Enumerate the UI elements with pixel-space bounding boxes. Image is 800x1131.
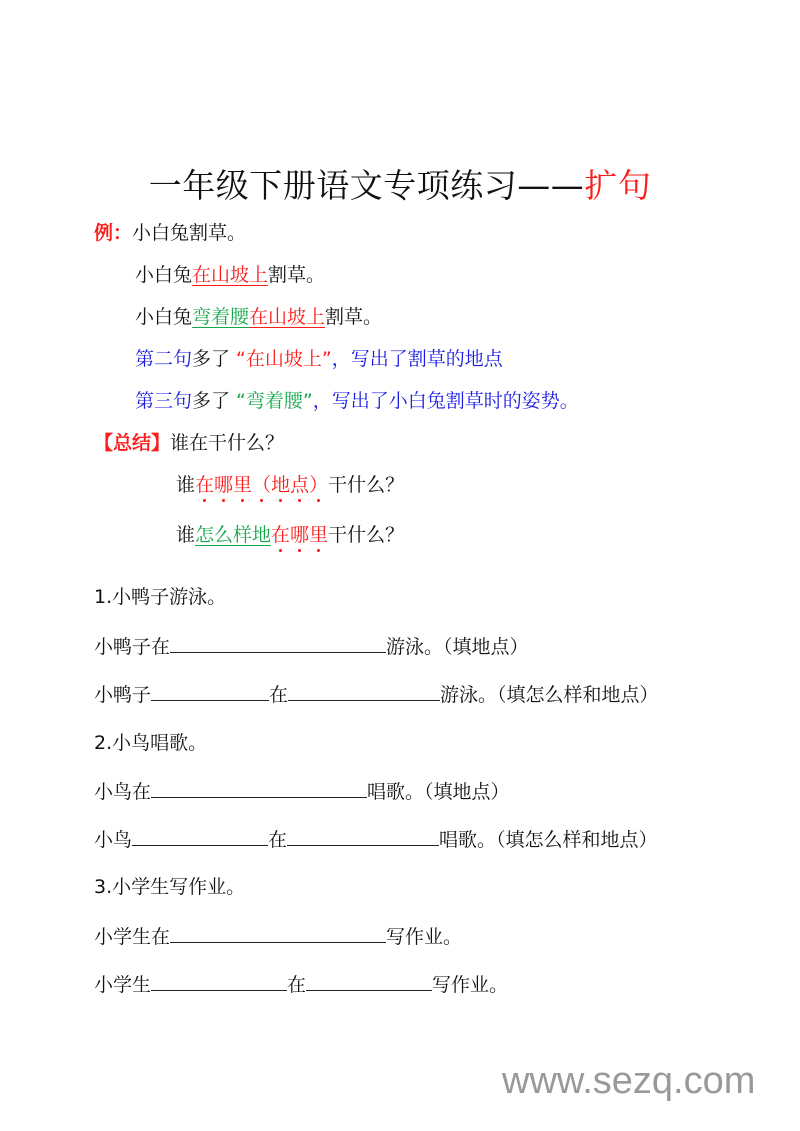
fill-blank[interactable] [170, 922, 386, 943]
summary-pattern-3: 谁怎么样地在哪里干什么？ [176, 524, 405, 546]
exercise-3-heading: 3.小学生写作业。 [94, 876, 246, 898]
location-phrase: 在山坡上 [249, 306, 326, 328]
manner-phrase: 怎么样地 [195, 524, 272, 546]
fill-blank[interactable] [287, 825, 439, 846]
exercise-1-line-2: 小鸭子 在 游泳。（填怎么样和地点） [94, 680, 659, 708]
exercise-1-line-1: 小鸭子在 游泳。（填地点） [94, 632, 529, 660]
example-sentence-3: 小白兔弯着腰在山坡上割草。 [135, 306, 383, 328]
example-sentence-2: 小白兔在山坡上割草。 [135, 264, 326, 286]
exercise-1-heading: 1.小鸭子游泳。 [94, 586, 227, 608]
title-main: 一年级下册语文专项练习—— [148, 166, 585, 205]
title-accent: 扩句 [584, 166, 652, 205]
watermark: www.sezq.com [502, 1060, 756, 1102]
fill-blank[interactable] [170, 632, 386, 653]
example-sentence-1: 例：小白兔割草。 [94, 222, 247, 244]
fill-blank[interactable] [288, 680, 440, 701]
exercise-2-line-2: 小鸟 在 唱歌。（填怎么样和地点） [94, 825, 658, 853]
fill-blank[interactable] [151, 777, 367, 798]
fill-blank[interactable] [151, 970, 287, 991]
fill-blank[interactable] [132, 825, 268, 846]
example-label: 例： [94, 222, 133, 244]
example-note-2: 第三句多了 “弯着腰”，写出了小白兔割草时的姿势。 [135, 390, 579, 412]
exercise-3-line-1: 小学生在 写作业。 [94, 922, 462, 950]
exercise-2-line-1: 小鸟在 唱歌。（填地点） [94, 777, 510, 805]
example-note-1: 第二句多了 “在山坡上”，写出了割草的地点 [135, 348, 503, 370]
summary-label: 【总结】 [94, 432, 171, 454]
summary-pattern-1: 【总结】谁在干什么？ [94, 432, 285, 454]
location-phrase: 在山坡上 [192, 264, 269, 286]
fill-blank[interactable] [306, 970, 432, 991]
manner-phrase: 弯着腰 [192, 306, 250, 328]
fill-blank[interactable] [151, 680, 269, 701]
page-title [0, 160, 800, 207]
exercise-3-line-2: 小学生 在 写作业。 [94, 970, 508, 998]
exercise-2-heading: 2.小鸟唱歌。 [94, 732, 208, 754]
summary-pattern-2: 谁在哪里（地点）干什么？ [176, 474, 405, 496]
